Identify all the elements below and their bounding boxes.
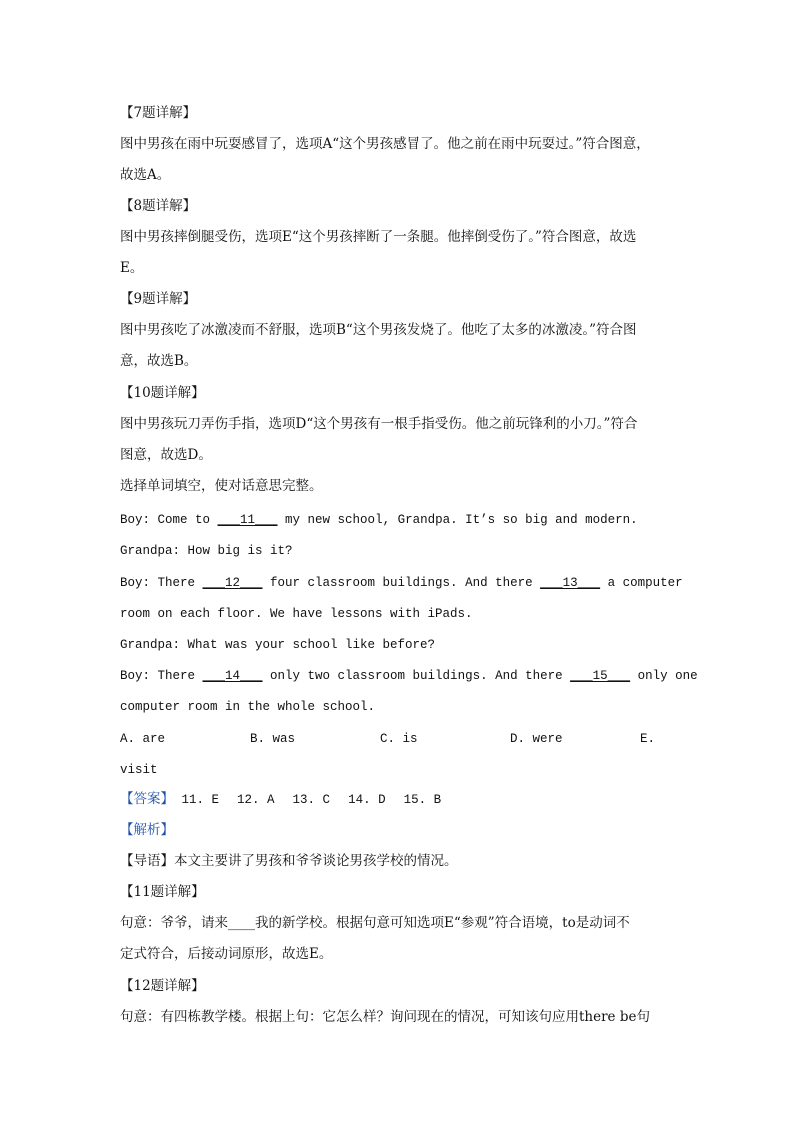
option-e: E. (640, 732, 656, 746)
answer-item: 15. B (403, 793, 442, 807)
option-b: B. was (250, 732, 296, 746)
dialogue-line-6-pre: Boy: There (120, 669, 203, 683)
q7-text-line-2: 故选A。 (120, 167, 171, 183)
analysis-label: 【解析】 (120, 822, 174, 838)
options-row (0, 730, 794, 748)
q8-text-line-2: E。 (120, 260, 144, 276)
q7-heading: 【7题详解】 (120, 105, 197, 121)
guide-text: 【导语】本文主要讲了男孩和爷爷谈论男孩学校的情况。 (120, 853, 458, 869)
answer-item: 11. E (181, 793, 220, 807)
blank-12: ___12___ (202, 576, 263, 590)
q8-text-line-1: 图中男孩摔倒腿受伤，选项E“这个男孩摔断了一条腿。他摔倒受伤了。”符合图意，故选 (120, 229, 637, 245)
dialogue-line-6 (120, 667, 698, 685)
q11-text-line-1: 句意：爷爷，请来____我的新学校。根据句意可知选项E“参观”符合语境，to是动词不 (120, 915, 630, 931)
dialogue-line-1-pre: Boy: Come to (120, 513, 218, 527)
q10-text-line-2: 图意，故选D。 (120, 447, 212, 463)
dialogue-line-3-mid: four classroom buildings. And there (262, 576, 541, 590)
answer-item: 12. A (237, 793, 275, 807)
q12-text-line-1: 句意：有四栋教学楼。根据上句：它怎么样？询问现在的情况，可知该句应用there be句 (120, 1009, 650, 1025)
option-c: C. is (380, 732, 418, 746)
dialogue-line-1-post: my new school, Grandpa. It’s so big and modern. (277, 513, 638, 527)
dialogue-line-1 (120, 511, 638, 529)
option-a: A. are (120, 732, 166, 746)
answer-item: 13. C (292, 793, 331, 807)
answer-label: 【答案】 (120, 791, 174, 807)
q9-heading: 【9题详解】 (120, 291, 197, 307)
blank-11: ___11___ (217, 513, 278, 527)
dialogue-line-5: Grandpa: What was your school like before? (120, 638, 436, 652)
dialogue-line-7: computer room in the whole school. (120, 700, 376, 714)
dialogue-line-3-post: a computer (600, 576, 683, 590)
section-instruction: 选择单词填空，使对话意思完整。 (120, 478, 323, 494)
q9-text-line-2: 意，故选B。 (120, 353, 198, 369)
option-e-word: visit (120, 763, 158, 777)
dialogue-line-3 (120, 574, 683, 592)
dialogue-line-4: room on each floor. We have lessons with iPads. (120, 607, 473, 621)
answer-item: 14. D (348, 793, 386, 807)
dialogue-line-6-post: only one (630, 669, 698, 683)
q9-text-line-1: 图中男孩吃了冰激凌而不舒服，选项B“这个男孩发烧了。他吃了太多的冰激凌。”符合图 (120, 322, 637, 338)
q7-text-line-1: 图中男孩在雨中玩耍感冒了，选项A“这个男孩感冒了。他之前在雨中玩耍过。”符合图意， (120, 136, 650, 152)
blank-14: ___14___ (202, 669, 263, 683)
blank-13: ___13___ (540, 576, 601, 590)
option-d: D. were (510, 732, 563, 746)
q8-heading: 【8题详解】 (120, 198, 197, 214)
q10-text-line-1: 图中男孩玩刀弄伤手指，选项D“这个男孩有一根手指受伤。他之前玩锋利的小刀。”符合 (120, 416, 638, 432)
answer-line (120, 790, 459, 809)
dialogue-line-6-mid: only two classroom buildings. And there (262, 669, 571, 683)
q11-heading: 【11题详解】 (120, 884, 205, 900)
q12-heading: 【12题详解】 (120, 978, 205, 994)
q10-heading: 【10题详解】 (120, 385, 205, 401)
q11-text-line-2: 定式符合，后接动词原形，故选E。 (120, 946, 333, 962)
dialogue-line-3-pre: Boy: There (120, 576, 203, 590)
blank-15: ___15___ (570, 669, 631, 683)
dialogue-line-2: Grandpa: How big is it? (120, 544, 293, 558)
